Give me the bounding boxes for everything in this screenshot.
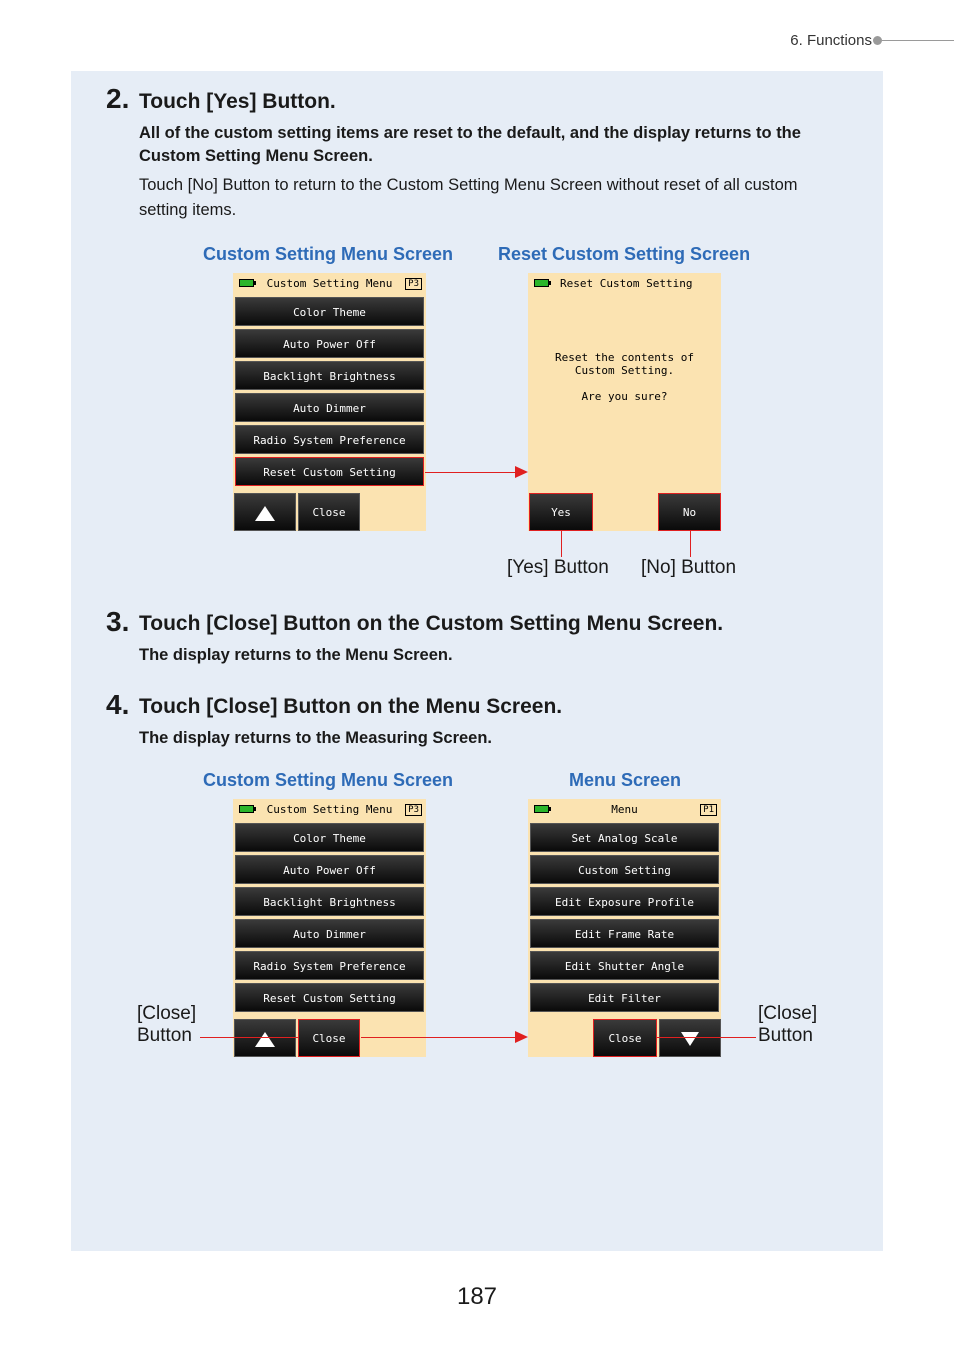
scroll-up-button[interactable]: [234, 1019, 296, 1057]
callout-line: [657, 1037, 756, 1038]
callout-label: [Close]: [758, 1003, 818, 1024]
arrow-line: [425, 472, 517, 473]
yes-button-callout: [Yes] Button: [507, 557, 609, 578]
callout-line: [561, 531, 562, 557]
menu-item-reset-custom-setting[interactable]: Reset Custom Setting: [235, 457, 424, 486]
menu-item-auto-dimmer[interactable]: Auto Dimmer: [235, 919, 424, 948]
battery-icon: [534, 279, 549, 287]
close-button-callout-left: [137, 1003, 196, 1047]
menu-item-auto-dimmer[interactable]: Auto Dimmer: [235, 393, 424, 422]
step-title: Touch [Yes] Button.: [139, 90, 336, 113]
step-result: The display returns to the Measuring Screen.: [139, 729, 493, 747]
screen-title: Reset Custom Setting: [560, 277, 693, 290]
confirm-question: Are you sure?: [581, 390, 668, 403]
menu-item-edit-exposure-profile[interactable]: Edit Exposure Profile: [530, 887, 719, 916]
callout-line: [200, 1037, 298, 1038]
page-indicator: P3: [405, 278, 422, 290]
arrow-right-icon: [515, 466, 528, 478]
no-button-callout: [No] Button: [641, 557, 737, 578]
menu-item-backlight-brightness[interactable]: Backlight Brightness: [235, 887, 424, 916]
custom-setting-menu-screen: [233, 273, 426, 531]
caption-menu-screen: Menu Screen: [569, 770, 682, 790]
menu-item-auto-power-off[interactable]: Auto Power Off: [235, 855, 424, 884]
menu-item-edit-shutter-angle[interactable]: Edit Shutter Angle: [530, 951, 719, 980]
scroll-up-button[interactable]: [234, 493, 296, 531]
menu-item-reset-custom-setting[interactable]: Reset Custom Setting: [235, 983, 424, 1012]
step-number: 2.: [106, 83, 130, 114]
screen-title: Custom Setting Menu: [266, 277, 393, 290]
caption-custom-setting-menu: Custom Setting Menu Screen: [203, 770, 454, 790]
step-note: Touch [No] Button to return to the Custom Setting Menu Screen without reset of all custom setting items.: [139, 176, 798, 219]
callout-label: [Close]: [137, 1003, 197, 1024]
caption-reset-custom-setting: Reset Custom Setting Screen: [498, 244, 751, 264]
menu-item-color-theme[interactable]: Color Theme: [235, 297, 424, 326]
callout-label: Button: [758, 1025, 813, 1046]
confirm-line-2: Custom Setting.: [574, 364, 675, 377]
arrow-line: [361, 1037, 517, 1038]
step-result: The display returns to the Menu Screen.: [139, 646, 453, 664]
menu-item-custom-setting[interactable]: Custom Setting: [530, 855, 719, 884]
step-number: 4.: [106, 689, 130, 720]
menu-item-auto-power-off[interactable]: Auto Power Off: [235, 329, 424, 358]
reset-custom-setting-screen: [528, 273, 721, 531]
menu-item-backlight-brightness[interactable]: Backlight Brightness: [235, 361, 424, 390]
menu-item-radio-system-preference[interactable]: Radio System Preference: [235, 425, 424, 454]
page-indicator: P3: [405, 804, 422, 816]
menu-item-edit-filter[interactable]: Edit Filter: [530, 983, 719, 1012]
close-button[interactable]: Close: [593, 1019, 657, 1057]
callout-line: [690, 531, 691, 557]
close-button-callout-right: [758, 1003, 817, 1047]
header-dot: [873, 36, 882, 45]
step-title: Touch [Close] Button on the Custom Setting Menu Screen.: [139, 612, 724, 635]
triangle-up-icon: [255, 1032, 275, 1047]
section-header: 6. Functions: [790, 32, 872, 49]
callout-label: Button: [137, 1025, 192, 1046]
menu-screen: [528, 799, 721, 1057]
page-number: 187: [456, 1283, 498, 1310]
menu-item-radio-system-preference[interactable]: Radio System Preference: [235, 951, 424, 980]
triangle-down-icon: [681, 1032, 699, 1046]
arrow-right-icon: [515, 1031, 528, 1043]
page-indicator: P1: [700, 804, 717, 816]
triangle-up-icon: [255, 506, 275, 521]
close-button[interactable]: Close: [298, 1019, 360, 1057]
screen-title: Menu: [611, 803, 638, 816]
step-number: 3.: [106, 606, 130, 637]
step-title: Touch [Close] Button on the Menu Screen.: [139, 695, 563, 718]
custom-setting-menu-screen: [233, 799, 426, 1057]
scroll-down-button[interactable]: [659, 1019, 721, 1057]
close-button[interactable]: Close: [298, 493, 360, 531]
menu-item-color-theme[interactable]: Color Theme: [235, 823, 424, 852]
yes-button[interactable]: Yes: [529, 493, 593, 531]
no-button[interactable]: No: [658, 493, 721, 531]
header-rule: [882, 40, 954, 41]
menu-item-edit-frame-rate[interactable]: Edit Frame Rate: [530, 919, 719, 948]
caption-custom-setting-menu: Custom Setting Menu Screen: [203, 244, 454, 264]
confirm-line-1: Reset the contents of: [554, 351, 695, 364]
screen-title: Custom Setting Menu: [266, 803, 393, 816]
menu-item-set-analog-scale[interactable]: Set Analog Scale: [530, 823, 719, 852]
step-result: All of the custom setting items are reset to the default, and the display returns to the Custom Setting Menu Screen.: [139, 124, 801, 165]
